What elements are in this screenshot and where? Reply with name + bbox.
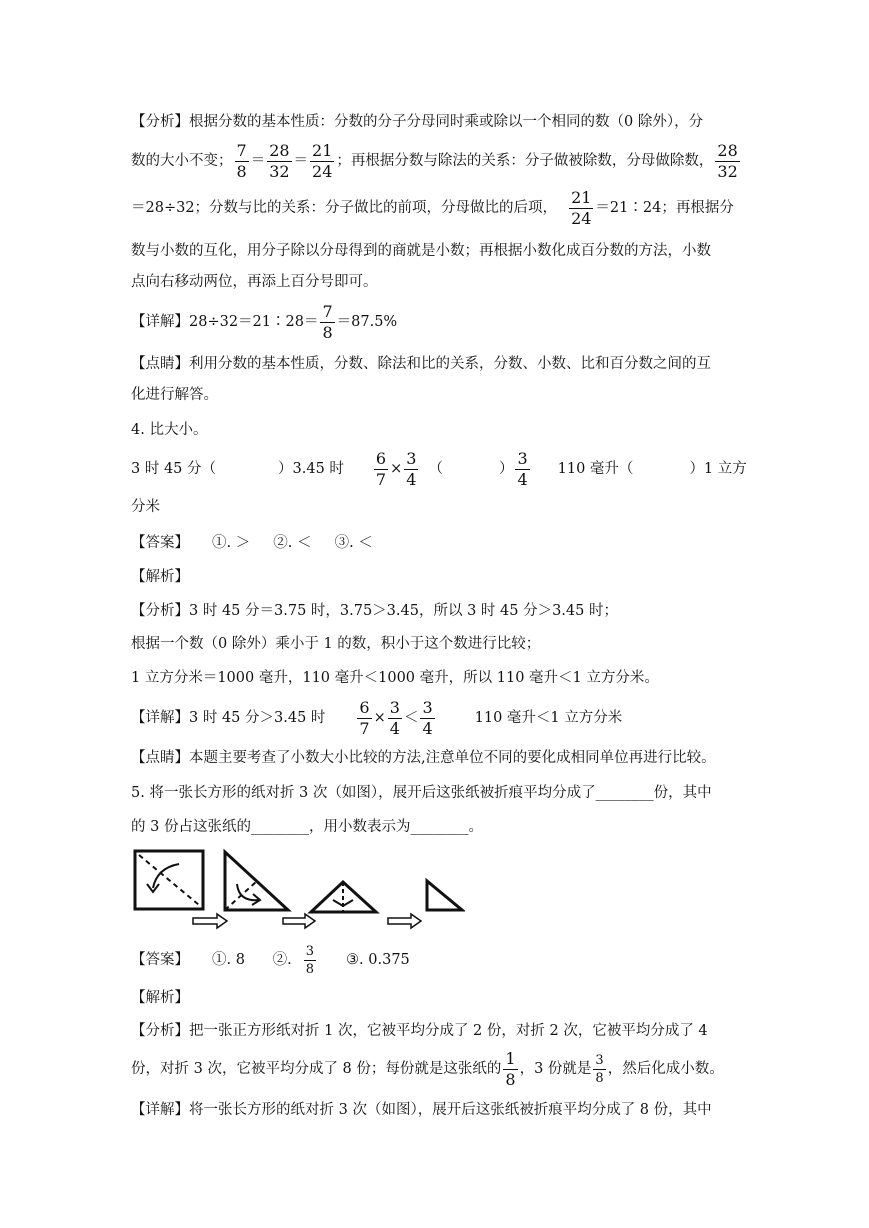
fraction: $\frac{3}{4}$ xyxy=(517,448,528,489)
question-body: 分米 xyxy=(131,499,160,515)
fraction: $\frac{6}{7}$ xyxy=(375,448,387,489)
fold-arrow xyxy=(237,884,259,900)
right-arrow-icon xyxy=(388,914,421,928)
fraction: $\frac{3}{8}$ xyxy=(595,1052,604,1086)
question-body: 的 3 份占这张纸的________，用小数表示为________。 xyxy=(131,819,483,835)
analysis-line: 数与小数的互化，用分子除以分母得到的商就是小数；再根据小数化成百分数的方法，小数 xyxy=(131,243,711,259)
right-arrow-icon xyxy=(283,914,315,928)
fraction: $\frac{28}{32}$ xyxy=(717,140,738,181)
fraction: $\frac{3}{8}$ xyxy=(305,943,315,977)
fraction: $\frac{28}{32}$ xyxy=(269,140,290,181)
fold-line xyxy=(139,855,199,905)
fraction: $\frac{6}{7}$ xyxy=(359,697,370,738)
question-title: 4. 比大小。 xyxy=(131,422,208,438)
section-label: 【解析】 xyxy=(131,990,189,1006)
analysis-line: 【分析】把一张正方形纸对折 1 次，它被平均分成了 2 份，对折 2 次，它被平均分成了 4 xyxy=(131,1023,708,1039)
analysis-line: 数的大小不变； $\frac{7}{8}$ ＝ $\frac{28}{32}$ ＝ $\frac{21}{24}$ ；再根据分数与除法的关系：分子做被除数，分母做除数， $\frac{28}{32}$ xyxy=(131,140,738,181)
right-arrow-icon xyxy=(193,914,227,928)
fraction: $\frac{3}{4}$ xyxy=(389,697,400,738)
comment-line: 化进行解答。 xyxy=(131,387,218,403)
answer-line: 【答案】 ①. 8 ②. $\frac{3}{8}$ ③. 0.375 xyxy=(131,943,410,977)
analysis-line: 份，对折 3 次，它被平均分成了 8 份；每份就是这张纸的 $\frac{1}{8}$ ，3 份就是 $\frac{3}{8}$ ，然后化成小数。 xyxy=(131,1048,724,1089)
comment-line: 【点睛】利用分数的基本性质，分数、除法和比的关系，分数、小数、比和百分数之间的互 xyxy=(131,356,711,372)
question-title: 5. 将一张长方形的纸对折 3 次（如图），展开后这张纸被折痕平均分成了________份，其中 xyxy=(131,785,712,801)
comment-line: 【点睛】本题主要考查了小数大小比较的方法,注意单位不同的要化成相同单位再进行比较。 xyxy=(131,750,716,766)
analysis-line: ＝28÷32；分数与比的关系：分子做比的前项，分母做比的后项， $\frac{21}{24}$ ＝21∶24；再根据分 xyxy=(131,187,734,228)
analysis-line: 点向右移动两位，再添上百分号即可。 xyxy=(131,274,378,290)
analysis-line: 【分析】根据分数的基本性质：分数的分子分母同时乘或除以一个相同的数（0 除外），分 xyxy=(131,114,704,130)
section-label: 【解析】 xyxy=(131,569,189,585)
fraction: $\frac{21}{24}$ xyxy=(571,187,592,228)
fraction: $\frac{7}{8}$ xyxy=(236,140,247,181)
analysis-line: 1 立方分米＝1000 毫升，110 毫升＜1000 毫升，所以 110 毫升＜1 立方分米。 xyxy=(131,670,659,686)
folding-figure xyxy=(133,848,465,930)
question-body: 3 时 45 分（ ）3.45 时 $\frac{6}{7}$ × $\frac{3}{4}$ （ ） $\frac{3}{4}$ 110 毫升（ ）1 立方 xyxy=(131,448,747,489)
fraction: $\frac{3}{4}$ xyxy=(422,697,433,738)
detail-line: 【详解】28÷32＝21∶28＝ $\frac{7}{8}$ ＝87.5% xyxy=(131,301,398,342)
analysis-line: 根据一个数（0 除外）乘小于 1 的数，积小于这个数进行比较； xyxy=(131,636,541,652)
answer-line: 【答案】 ①. ＞ ②. ＜ ③. ＜ xyxy=(131,535,373,551)
triangle-shape xyxy=(427,881,462,910)
fraction: $\frac{21}{24}$ xyxy=(312,140,333,181)
fraction: $\frac{1}{8}$ xyxy=(505,1048,516,1089)
detail-line: 【详解】3 时 45 分＞3.45 时 $\frac{6}{7}$ × $\frac{3}{4}$ ＜ $\frac{3}{4}$ 110 毫升＜1 立方分米 xyxy=(131,697,623,738)
detail-line: 【详解】将一张长方形的纸对折 3 次（如图），展开后这张纸被折痕平均分成了 8 份，其中 xyxy=(131,1102,712,1118)
analysis-line: 【分析】3 时 45 分＝3.75 时，3.75＞3.45，所以 3 时 45 分＞3.45 时； xyxy=(131,603,618,619)
fraction: $\frac{3}{4}$ xyxy=(406,448,417,489)
fraction: $\frac{7}{8}$ xyxy=(322,301,333,342)
